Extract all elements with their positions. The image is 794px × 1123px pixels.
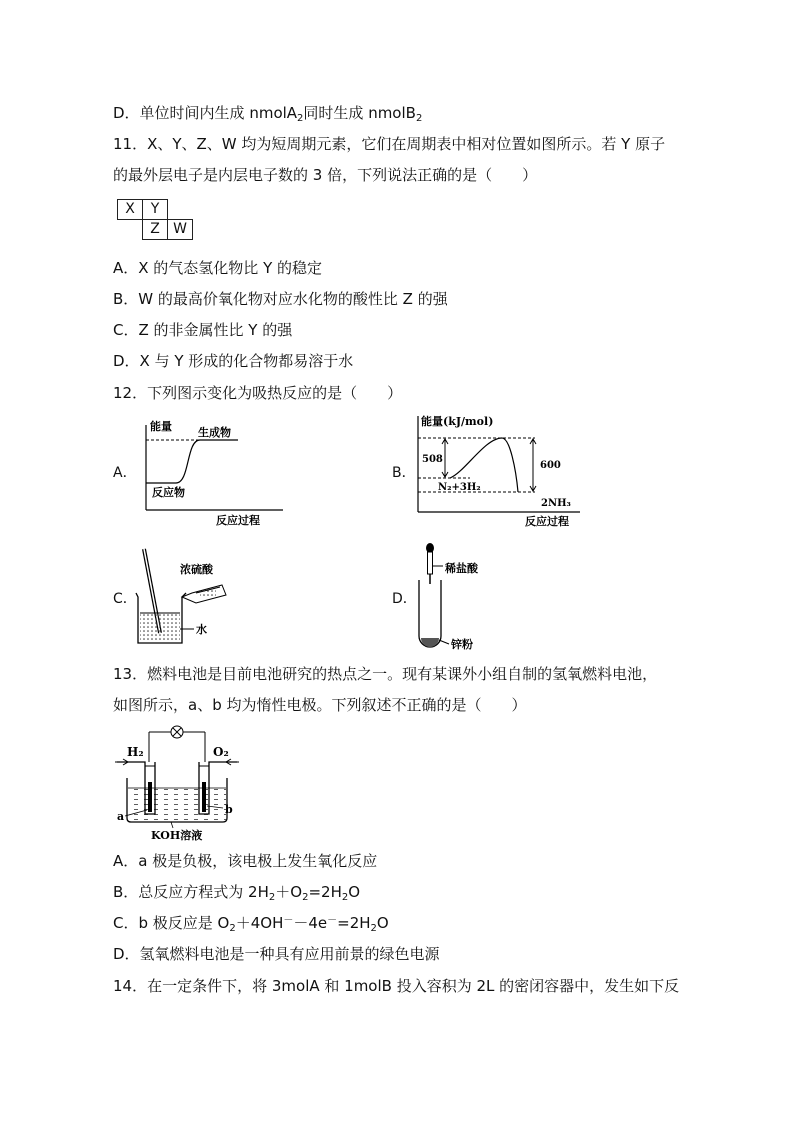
q11-option-b: B．W 的最高价氧化物对应水化物的酸性比 Z 的强 [113,290,448,308]
figb-reactant: N₂+3H₂ [438,482,481,493]
figd-zinc: 锌粉 [451,638,473,651]
figd-acid: 稀盐酸 [445,562,478,575]
cell-h2-label: H₂ [127,745,144,759]
q13-option-a: A．a 极是负极，该电极上发生氧化反应 [113,852,378,870]
q11-stem-line2: 的最外层电子是内层电子数的 3 倍，下列说法正确的是（ ） [113,166,538,184]
q12-figure-a [138,415,288,527]
electrode-b-label: b [225,803,233,816]
q13-option-b: B．总反应方程式为 $2H_2+O_2=2H_2O$ [113,883,361,903]
q12-figure-c [130,545,250,650]
electrode-a-label: a [117,810,125,823]
q13-option-c: C．b 极反应是 $O_2+4OH^--4e^-=2H_2O$ [113,914,389,934]
q14-stem: 14．在一定条件下，将 3molA 和 1molB 投入容积为 2L 的密闭容器中，发生如下反 [113,977,680,995]
q12-label-b: B． [392,465,416,481]
koh-solution-label: KOH溶液 [151,829,203,842]
q11-option-c: C．Z 的非金属性比 Y 的强 [113,321,293,339]
q11-option-a: A．X 的气态氢化物比 Y 的稳定 [113,259,323,277]
figb-product: 2NH₃ [541,498,571,509]
figb-508: 508 [422,454,443,465]
q12-figure-b [410,410,590,528]
figc-water: 水 [196,623,207,636]
q12-label-a: A． [113,465,137,481]
q11-stem-line1: 11．X、Y、Z、W 均为短周期元素，它们在周期表中相对位置如图所示。若 Y 原子 [113,135,666,153]
cell-y: Y [143,200,168,220]
q13-fuel-cell-figure [113,722,253,844]
figb-xlabel: 反应过程 [525,515,569,528]
q13-stem-line2: 如图所示，a、b 均为惰性电极。下列叙述不正确的是（ ） [113,696,527,714]
q11-option-d: D．X 与 Y 形成的化合物都易溶于水 [113,352,354,370]
figa-product: 生成物 [198,426,231,439]
figa-reactant: 反应物 [152,486,185,499]
cell-x: X [118,200,143,220]
q10-option-d: D．单位时间内生成 nmolA$_2$同时生成 nmolB$_2$ [113,104,423,124]
q12-figure-d [405,540,515,652]
q12-label-d: D． [392,591,417,607]
figb-600: 600 [540,460,561,471]
cell-w: W [168,220,193,240]
cell-z: Z [143,220,168,240]
q13-stem-line1: 13．燃料电池是目前电池研究的热点之一。现有某课外小组自制的氢氧燃料电池， [113,665,658,683]
cell-o2-label: O₂ [213,745,229,759]
periodic-table-fragment [117,199,193,240]
q13-option-d: D．氢氧燃料电池是一种具有应用前景的绿色电源 [113,945,440,963]
figb-ylabel: 能量(kJ/mol) [421,415,494,428]
q12-label-c: C． [113,591,137,607]
figa-ylabel: 能量 [150,420,172,433]
figc-acid: 浓硫酸 [180,563,213,576]
q12-stem: 12．下列图示变化为吸热反应的是（ ） [113,384,403,402]
figa-xlabel: 反应过程 [216,514,260,527]
